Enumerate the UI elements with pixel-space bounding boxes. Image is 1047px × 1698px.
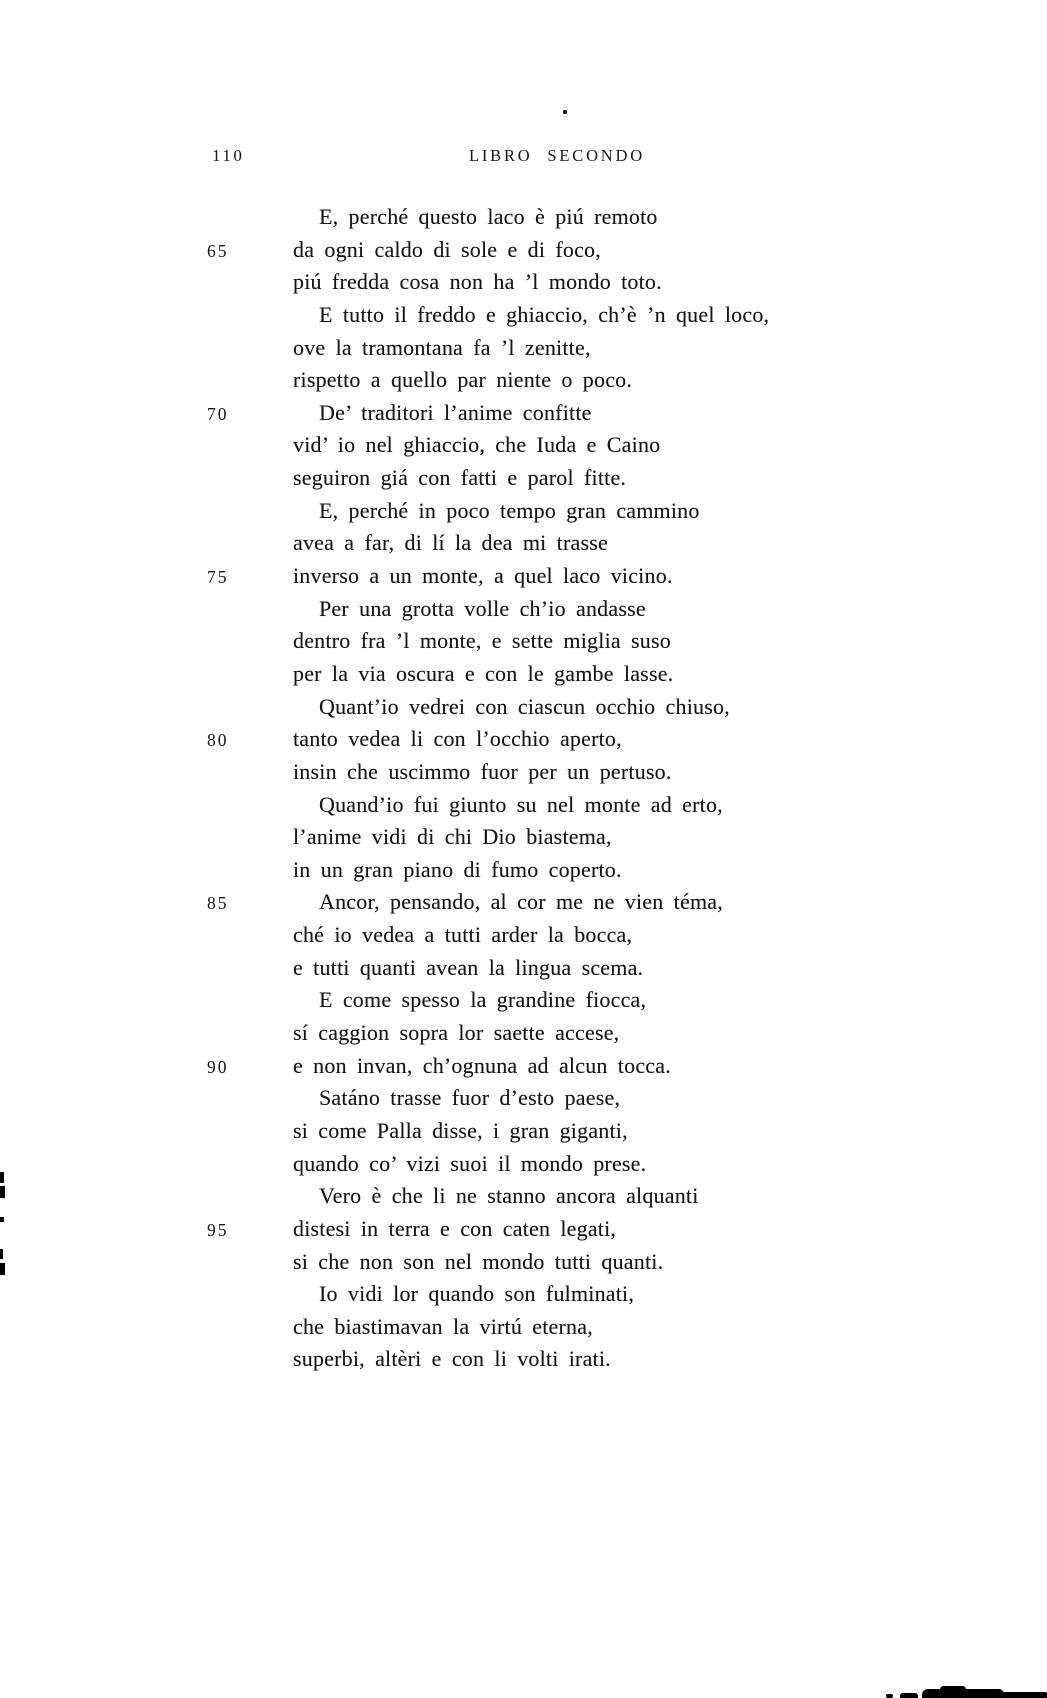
verse-text: e non invan, ch’ognuna ad alcun tocca.: [293, 1052, 671, 1078]
verse-line: [293, 1343, 769, 1376]
verse-text: Per una grotta volle ch’io andasse: [319, 595, 646, 621]
verse-line: [207, 397, 769, 430]
scan-smudge: [886, 1694, 893, 1698]
verse-text: Satáno trasse fuor d’esto paese,: [319, 1085, 621, 1111]
scan-speck: [563, 110, 567, 114]
scan-edge-mark: [0, 1263, 5, 1275]
verse-text: da ogni caldo di sole e di foco,: [293, 236, 601, 262]
verse-line: [293, 495, 769, 528]
verse-text: sí caggion sopra lor saette accese,: [293, 1020, 620, 1046]
verse-text: per la via oscura e con le gambe lasse.: [293, 660, 674, 686]
verse-text: che biastimavan la virtú eterna,: [293, 1313, 593, 1339]
verse-text: rispetto a quello par niente o poco.: [293, 367, 633, 393]
verse-text: ché io vedea a tutti arder la bocca,: [293, 922, 633, 948]
verse-text: E, perché in poco tempo gran cammino: [319, 497, 700, 523]
verse-text: distesi in terra e con caten legati,: [293, 1215, 617, 1241]
line-number: 80: [207, 730, 229, 751]
verse-line: [293, 984, 769, 1017]
verse-text: E, perché questo laco è piú remoto: [319, 204, 658, 229]
verse-line: [293, 1180, 769, 1213]
verse-text: inverso a un monte, a quel laco vicino.: [293, 563, 673, 589]
scan-edge-mark: [0, 1217, 4, 1222]
line-number: 90: [207, 1056, 229, 1077]
verse-line: [293, 364, 769, 397]
verse-line: [293, 1311, 769, 1344]
verse-line: [293, 821, 769, 854]
verse-line: [293, 1017, 769, 1050]
verse-text: Vero è che li ne stanno ancora alquanti: [319, 1183, 699, 1209]
verse-text: Io vidi lor quando son fulminati,: [319, 1281, 635, 1307]
verse-text: vid’ io nel ghiaccio, che Iuda e Caino: [293, 432, 661, 458]
scan-smudge: [900, 1693, 918, 1698]
scan-smudge: [1000, 1692, 1047, 1698]
verse-line: [207, 1213, 769, 1246]
verse-text: superbi, altèri e con li volti irati.: [293, 1346, 611, 1372]
verse-text: tanto vedea li con l’occhio aperto,: [293, 726, 622, 752]
scan-smudge: [940, 1686, 966, 1693]
verse-line: [293, 1148, 769, 1181]
line-number: 85: [207, 893, 229, 914]
verse-line: [207, 234, 769, 267]
verse-text: avea a far, di lí la dea mi trasse: [293, 530, 608, 556]
verse-text: si che non son nel mondo tutti quanti.: [293, 1248, 664, 1274]
verse-line: [207, 723, 769, 756]
verse-line: [293, 266, 769, 299]
verse-line: [293, 854, 769, 887]
verse-line: [293, 952, 769, 985]
verse-text: Quant’io vedrei con ciascun occhio chiuso,: [319, 693, 730, 719]
verse-line: [293, 299, 769, 332]
verse-line: [293, 201, 769, 234]
verse-text: quando co’ vizi suoi il mondo prese.: [293, 1150, 647, 1176]
scan-edge-mark: [0, 1249, 3, 1259]
verse-line: [293, 1278, 769, 1311]
poem-block: [207, 201, 770, 1376]
verse-line: [293, 919, 769, 952]
verse-line: [293, 527, 769, 560]
verse-line: [293, 1082, 769, 1115]
verse-text: dentro fra ’l monte, e sette miglia suso: [293, 628, 671, 654]
verse-text: De’ traditori l’anime confitte: [319, 399, 592, 425]
scan-edge-mark: [0, 1172, 4, 1183]
verse-line: [293, 429, 769, 462]
verse-line: [293, 756, 769, 789]
verse-text: e tutti quanti avean la lingua scema.: [293, 954, 644, 980]
verse-text: si come Palla disse, i gran giganti,: [293, 1117, 628, 1143]
verse-line: [293, 691, 769, 724]
line-number: 65: [207, 240, 229, 261]
verse-line: [293, 1246, 769, 1279]
verse-text: E tutto il freddo e ghiaccio, ch’è ’n quel loco,: [319, 301, 770, 327]
verse-text: insin che uscimmo fuor per un pertuso.: [293, 758, 672, 784]
line-number: 95: [207, 1219, 229, 1240]
verse-text: E come spesso la grandine fiocca,: [319, 987, 647, 1013]
scan-edge-mark: [0, 1186, 5, 1198]
verse-line: [293, 789, 769, 822]
verse-text: Quand’io fui giunto su nel monte ad erto,: [319, 791, 723, 817]
verse-line: [293, 1115, 769, 1148]
verse-line: [293, 593, 769, 626]
verse-line: [293, 658, 769, 691]
verse-line: [207, 886, 769, 919]
verse-text: Ancor, pensando, al cor me ne vien téma,: [319, 889, 723, 915]
running-header: LIBRO SECONDO: [469, 146, 645, 165]
verse-text: ove la tramontana fa ’l zenitte,: [293, 334, 591, 360]
page-number: 110: [212, 146, 245, 165]
verse-line: [207, 1050, 769, 1083]
verse-line: [293, 625, 769, 658]
verse-line: [207, 560, 769, 593]
verse-line: [293, 462, 769, 495]
verse-line: [293, 332, 769, 365]
line-number: 75: [207, 567, 229, 588]
verse-text: in un gran piano di fumo coperto.: [293, 856, 622, 882]
line-number: 70: [207, 403, 229, 424]
verse-text: l’anime vidi di chi Dio biastema,: [293, 824, 612, 850]
verse-text: piú fredda cosa non ha ’l mondo toto.: [293, 269, 662, 295]
verse-text: seguiron giá con fatti e parol fitte.: [293, 465, 627, 491]
